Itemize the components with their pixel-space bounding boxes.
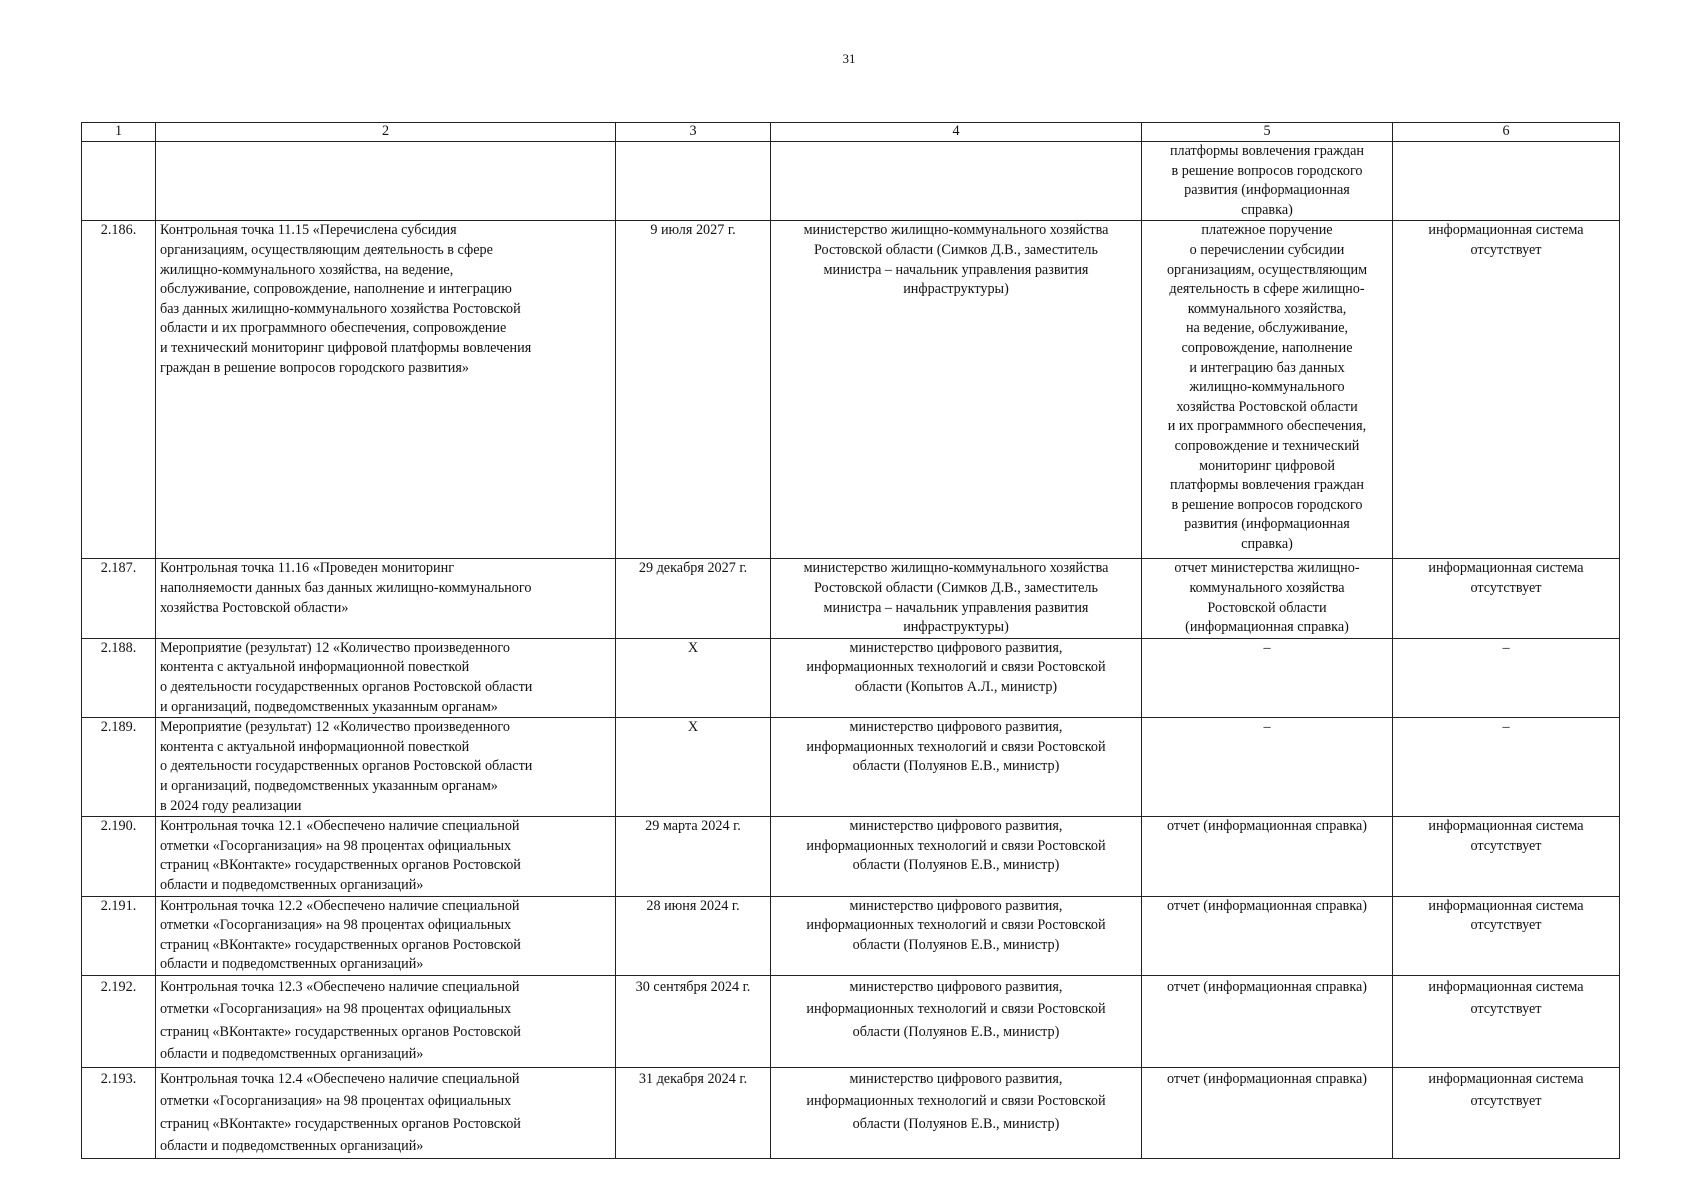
table-row: [82, 817, 1620, 896]
cell-text-line: информационных технологий и связи Ростовской: [806, 1093, 1106, 1110]
cell-text-line: Мероприятие (результат) 12 «Количество произведенного: [160, 639, 510, 656]
cell-text-line: области (Полуянов Е.В., министр): [852, 936, 1060, 953]
row-number-cell: [82, 142, 156, 221]
cell-text-line: мониторинг цифровой: [1199, 457, 1335, 474]
table-row: [82, 142, 1620, 221]
header-cell-4: 4: [771, 123, 1142, 142]
confirming-document-cell: [1142, 896, 1393, 975]
cell-text-line: Контрольная точка 12.2 «Обеспечено наличие специальной: [160, 897, 520, 914]
information-system-cell: [1393, 817, 1620, 896]
deadline-cell: [616, 142, 771, 221]
cell-text-line: министра – начальник управления развития: [823, 599, 1089, 616]
cell-text-line: –: [1502, 639, 1510, 656]
table-row: [82, 718, 1620, 817]
cell-text-line: информационная система: [1428, 978, 1584, 995]
cell-text-line: отчет (информационная справка): [1166, 897, 1368, 914]
deadline-cell: 28 июня 2024 г.: [616, 896, 771, 975]
cell-text-line: информационных технологий и связи Ростовской: [806, 659, 1106, 676]
cell-text-line: и интеграцию баз данных: [1189, 359, 1345, 376]
row-number-cell: 2.192.: [82, 975, 156, 1067]
deadline-cell: 31 декабря 2024 г.: [616, 1067, 771, 1158]
cell-text-line: и организаций, подведомственных указанным органам»: [160, 698, 498, 715]
responsible-cell: [771, 221, 1142, 559]
cell-text-line: отметки «Госорганизация» на 98 процентах официальных: [160, 1001, 512, 1018]
information-system-cell: [1393, 638, 1620, 717]
cell-text-line: отчет (информационная справка): [1166, 978, 1368, 995]
cell-text-line: и организаций, подведомственных указанным органам»: [160, 777, 498, 794]
table-row: [82, 896, 1620, 975]
table-body: [82, 142, 1620, 1159]
confirming-document-cell: [1142, 142, 1393, 221]
cell-text-line: информационных технологий и связи Ростовской: [806, 738, 1106, 755]
cell-text-line: о деятельности государственных органов Ростовской области: [160, 678, 533, 695]
responsible-cell: [771, 896, 1142, 975]
cell-text-line: области (Полуянов Е.В., министр): [852, 758, 1060, 775]
cell-text-line: отсутствует: [1470, 917, 1542, 934]
cell-text-line: информационных технологий и связи Ростовской: [806, 837, 1106, 854]
event-name-cell: [156, 1067, 616, 1158]
information-system-cell: [1393, 1067, 1620, 1158]
cell-text-line: о деятельности государственных органов Ростовской области: [160, 758, 533, 775]
cell-text-line: обслуживание, сопровождение, наполнение и интеграцию: [160, 281, 512, 298]
information-system-cell: [1393, 559, 1620, 638]
confirming-document-cell: [1142, 1067, 1393, 1158]
cell-text-line: и технический мониторинг цифровой платформы вовлечения: [160, 339, 532, 356]
row-number-cell: 2.189.: [82, 718, 156, 817]
confirming-document-cell: [1142, 718, 1393, 817]
cell-text-line: –: [1502, 719, 1510, 736]
deadline-cell: X: [616, 718, 771, 817]
cell-text-line: информационная система: [1428, 1070, 1584, 1087]
table-row: [82, 221, 1620, 559]
control-points-table: [81, 122, 1620, 1159]
event-name-cell: [156, 718, 616, 817]
cell-text-line: платежное поручение: [1201, 222, 1333, 239]
cell-text-line: –: [1263, 639, 1271, 656]
cell-text-line: министерство цифрового развития,: [849, 978, 1063, 995]
cell-text-line: коммунального хозяйства: [1189, 579, 1345, 596]
cell-text-line: министерство цифрового развития,: [849, 1070, 1063, 1087]
cell-text-line: и их программного обеспечения,: [1167, 418, 1367, 435]
cell-text-line: области и подведомственных организаций»: [160, 876, 424, 893]
cell-text-line: коммунального хозяйства,: [1187, 300, 1347, 317]
cell-text-line: в решение вопросов городского: [1171, 162, 1363, 179]
cell-text-line: жилищно-коммунального хозяйства, на ведение,: [160, 261, 454, 278]
cell-text-line: в решение вопросов городского: [1171, 496, 1363, 513]
row-number-cell: 2.188.: [82, 638, 156, 717]
cell-text-line: информационная система: [1428, 818, 1584, 835]
cell-text-line: Контрольная точка 11.15 «Перечислена субсидия: [160, 222, 457, 239]
cell-text-line: информационная система: [1428, 560, 1584, 577]
table-row: [82, 975, 1620, 1067]
cell-text-line: страниц «ВКонтакте» государственных органов Ростовской: [160, 1023, 521, 1040]
cell-text-line: отметки «Госорганизация» на 98 процентах официальных: [160, 917, 512, 934]
event-name-cell: [156, 638, 616, 717]
deadline-cell: 9 июля 2027 г.: [616, 221, 771, 559]
cell-text-line: организациям, осуществляющим деятельность в сфере: [160, 241, 493, 258]
cell-text-line: Ростовской области (Симков Д.В., заместитель: [814, 579, 1098, 596]
header-cell-2: 2: [156, 123, 616, 142]
cell-text-line: инфраструктуры): [903, 281, 1009, 298]
cell-text-line: отсутствует: [1470, 241, 1542, 258]
cell-text-line: страниц «ВКонтакте» государственных органов Ростовской: [160, 857, 521, 874]
responsible-cell: [771, 638, 1142, 717]
cell-text-line: Контрольная точка 12.4 «Обеспечено наличие специальной: [160, 1070, 520, 1087]
confirming-document-cell: [1142, 221, 1393, 559]
header-cell-6: 6: [1393, 123, 1620, 142]
cell-text-line: информационная система: [1428, 897, 1584, 914]
cell-text-line: отчет (информационная справка): [1166, 1070, 1368, 1087]
cell-text-line: платформы вовлечения граждан: [1169, 143, 1365, 159]
responsible-cell: [771, 1067, 1142, 1158]
responsible-cell: [771, 559, 1142, 638]
cell-text-line: хозяйства Ростовской области: [1176, 398, 1358, 415]
cell-text-line: платформы вовлечения граждан: [1169, 477, 1365, 494]
cell-text-line: информационная система: [1428, 222, 1584, 239]
event-name-cell: [156, 975, 616, 1067]
row-number-cell: 2.186.: [82, 221, 156, 559]
cell-text-line: контента с актуальной информационной повесткой: [160, 738, 470, 755]
header-cell-5: 5: [1142, 123, 1393, 142]
confirming-document-cell: [1142, 638, 1393, 717]
cell-text-line: инфраструктуры): [903, 619, 1009, 636]
event-name-cell: [156, 896, 616, 975]
table-row: [82, 638, 1620, 717]
cell-text-line: Контрольная точка 11.16 «Проведен мониторинг: [160, 560, 455, 577]
cell-text-line: области (Полуянов Е.В., министр): [852, 857, 1060, 874]
cell-text-line: отметки «Госорганизация» на 98 процентах официальных: [160, 1093, 512, 1110]
cell-text-line: (информационная справка): [1185, 619, 1349, 636]
cell-text-line: Ростовской области (Симков Д.В., заместитель: [814, 241, 1098, 258]
cell-text-line: области и подведомственных организаций»: [160, 1046, 424, 1063]
cell-text-line: Контрольная точка 12.3 «Обеспечено наличие специальной: [160, 978, 520, 995]
cell-text-line: области и подведомственных организаций»: [160, 956, 424, 973]
information-system-cell: [1393, 975, 1620, 1067]
cell-text-line: области (Полуянов Е.В., министр): [852, 1023, 1060, 1040]
deadline-cell: 29 марта 2024 г.: [616, 817, 771, 896]
information-system-cell: [1393, 896, 1620, 975]
cell-text-line: отсутствует: [1470, 1001, 1542, 1018]
cell-text-line: отсутствует: [1470, 837, 1542, 854]
cell-text-line: деятельность в сфере жилищно-: [1169, 281, 1365, 298]
cell-text-line: министерство цифрового развития,: [849, 818, 1063, 835]
deadline-cell: 29 декабря 2027 г.: [616, 559, 771, 638]
cell-text-line: отчет министерства жилищно-: [1174, 560, 1360, 577]
information-system-cell: [1393, 142, 1620, 221]
responsible-cell: [771, 975, 1142, 1067]
cell-text-line: жилищно-коммунального: [1189, 379, 1345, 396]
cell-text-line: отметки «Госорганизация» на 98 процентах официальных: [160, 837, 512, 854]
cell-text-line: министерство цифрового развития,: [849, 897, 1063, 914]
cell-text-line: организациям, осуществляющим: [1166, 261, 1368, 278]
cell-text-line: области и их программного обеспечения, сопровождение: [160, 320, 507, 337]
cell-text-line: сопровождение и технический: [1174, 437, 1360, 454]
cell-text-line: информационных технологий и связи Ростовской: [806, 917, 1106, 934]
information-system-cell: [1393, 718, 1620, 817]
cell-text-line: развития (информационная: [1184, 182, 1350, 199]
cell-text-line: наполняемости данных баз данных жилищно-коммунального: [160, 579, 532, 596]
cell-text-line: министерство цифрового развития,: [849, 719, 1063, 736]
cell-text-line: отсутствует: [1470, 1093, 1542, 1110]
header-cell-1: 1: [82, 123, 156, 142]
row-number-cell: 2.191.: [82, 896, 156, 975]
cell-text-line: контента с актуальной информационной повесткой: [160, 659, 470, 676]
cell-text-line: министерство цифрового развития,: [849, 639, 1063, 656]
cell-text-line: отсутствует: [1470, 579, 1542, 596]
row-number-cell: 2.193.: [82, 1067, 156, 1158]
cell-text-line: справка): [1241, 201, 1293, 218]
row-number-cell: 2.190.: [82, 817, 156, 896]
table-header-row: [82, 123, 1620, 142]
responsible-cell: [771, 142, 1142, 221]
confirming-document-cell: [1142, 975, 1393, 1067]
cell-text-line: министра – начальник управления развития: [823, 261, 1089, 278]
cell-text-line: в 2024 году реализации: [160, 797, 302, 814]
cell-text-line: на ведение, обслуживание,: [1185, 320, 1349, 337]
cell-text-line: развития (информационная: [1184, 516, 1350, 533]
event-name-cell: [156, 221, 616, 559]
confirming-document-cell: [1142, 559, 1393, 638]
header-cell-3: 3: [616, 123, 771, 142]
cell-text-line: области (Копытов А.Л., министр): [854, 678, 1058, 695]
cell-text-line: сопровождение, наполнение: [1181, 339, 1353, 356]
cell-text-line: Контрольная точка 12.1 «Обеспечено наличие специальной: [160, 818, 520, 835]
cell-text-line: министерство жилищно-коммунального хозяйства: [803, 560, 1109, 577]
cell-text-line: страниц «ВКонтакте» государственных органов Ростовской: [160, 1115, 521, 1132]
event-name-cell: [156, 142, 616, 221]
page-number: 31: [842, 51, 856, 66]
cell-text-line: баз данных жилищно-коммунального хозяйства Ростовской: [160, 300, 521, 317]
cell-text-line: –: [1263, 719, 1271, 736]
cell-text-line: граждан в решение вопросов городского развития»: [160, 359, 469, 376]
cell-text-line: министерство жилищно-коммунального хозяйства: [803, 222, 1109, 239]
cell-text-line: о перечислении субсидии: [1189, 241, 1345, 258]
cell-text-line: Ростовской области: [1207, 599, 1327, 616]
cell-text-line: информационных технологий и связи Ростовской: [806, 1001, 1106, 1018]
deadline-cell: 30 сентября 2024 г.: [616, 975, 771, 1067]
table-row: [82, 559, 1620, 638]
event-name-cell: [156, 817, 616, 896]
table-row: [82, 1067, 1620, 1158]
cell-text-line: справка): [1241, 535, 1293, 552]
cell-text-line: отчет (информационная справка): [1166, 818, 1368, 835]
information-system-cell: [1393, 221, 1620, 559]
cell-text-line: страниц «ВКонтакте» государственных органов Ростовской: [160, 936, 521, 953]
cell-text-line: Мероприятие (результат) 12 «Количество произведенного: [160, 719, 510, 736]
cell-text-line: области (Полуянов Е.В., министр): [852, 1115, 1060, 1132]
confirming-document-cell: [1142, 817, 1393, 896]
responsible-cell: [771, 817, 1142, 896]
cell-text-line: хозяйства Ростовской области»: [160, 599, 349, 616]
deadline-cell: X: [616, 638, 771, 717]
responsible-cell: [771, 718, 1142, 817]
event-name-cell: [156, 559, 616, 638]
row-number-cell: 2.187.: [82, 559, 156, 638]
cell-text-line: области и подведомственных организаций»: [160, 1138, 424, 1155]
